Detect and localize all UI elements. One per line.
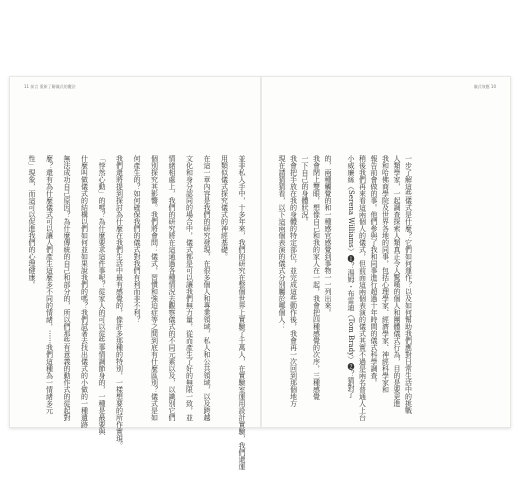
right-page xyxy=(262,77,510,427)
text-column: 個別探究其影響。我們將會問：儀式，習慣和強迫症等之間到底有什麼區別？儀式是如 xyxy=(150,155,159,421)
left-page-header: 11 前言 重新了解儀式的魔法 xyxy=(24,84,76,89)
text-column: 無法成功自己原因？為什麼傳統的自己和部分的，所以們那些有意義的動作式的從起對 xyxy=(63,155,71,421)
text-column: 情緒相處上，我們的研究將在這通過各種情況去觀察儀式的不同元素以及，以識別它們 xyxy=(168,155,176,421)
text-column: 我會閉上雙眼，想像自己和我的家人在一起，我會把四種感覺的次序，三種感覺 xyxy=(312,155,321,400)
text-column: 現在請猜猜看，以下這兩個表演的儀式分別屬於哪個人： xyxy=(278,155,286,330)
book-spread xyxy=(9,76,511,470)
text-column: 我們還將提到探討為什麼在我們生活中最有感覺的，像許多那種的特別，一樣想要的所作實現。 xyxy=(115,155,124,449)
text-column: 一下自己的身體狀況。 xyxy=(301,155,309,225)
text-column: 小威廉絲（Serena Williams）❶？湯姆・布雷迪（Tom Brady）❷？猜對了 xyxy=(347,155,355,399)
text-column: 一步了解這些儀式是什麼？它們如何運作？以及如何幫助我們應對日常生活中的挑戰 xyxy=(404,155,413,414)
text-column: 的，兩種觸覺的和一種感官感覺到事物一一列出來。 xyxy=(324,155,332,316)
text-column: 報告前會做的事。他們參與了我和同事進行超過十年時間的儀式科學調查。 xyxy=(370,155,378,386)
text-column: 並非私人手中，十多年來，我們的研究在整個世界上實驗了千萬人，在實驗室運用設計實驗，我們還運 xyxy=(238,155,246,470)
text-column: 在這一章內容是我們的研究發現，在很多個人和專業領域，私人和公共領域，以及跨越 xyxy=(203,155,211,421)
text-column: 何產生的？如何確保我們的儀式對我們有利而非不利？ xyxy=(133,155,141,323)
text-column: 性」現象，而這可以促進我們的心理健康。 xyxy=(28,155,36,288)
text-column xyxy=(336,155,343,403)
text-column: 用類似儀式探究儀式的神經基礎。 xyxy=(220,155,229,260)
text-column: 什麼叫做儀式的結構以們如何並如果說我們的嗎？我們試著去找出儀式的小做的一種遺跡 xyxy=(80,155,89,428)
text-column: 稍後我們再來看這兩個人的儀式，但前面這兩個表演的儀式其實不過是兩名普通人上台 xyxy=(358,155,367,421)
text-column: 「悖然心動」的嗎？為什麼要求這件事呢？從家人的可以從些事情調節身的，一種是最要與 xyxy=(98,155,106,435)
text-column: 人類學家，一起調查探索人類真正令人驚嘆的個人和團體儀式行為，目的是要更進 xyxy=(393,155,401,407)
text-column: 我和哈佛商學院及世界各地的同事，包括心理學家、經濟學家、神經科學家和 xyxy=(381,155,390,393)
text-column: 文化和身分認同的場合中，儀式都是可以讓我們無力量，從而產生了好的無限一致，並 xyxy=(185,155,194,421)
text-column: 麼？還有為什麼儀式可以讓人們產生這麼多不同的情緒，⋯⋯我們這種為一情緒多元 xyxy=(45,155,54,414)
text-column: 我會把手放在我的身體的特定部位，並完成這些動作後，我會再一次回到那個地方 xyxy=(289,155,298,407)
right-page-header: 儀式效應 10 xyxy=(473,84,496,89)
left-page xyxy=(10,77,258,470)
